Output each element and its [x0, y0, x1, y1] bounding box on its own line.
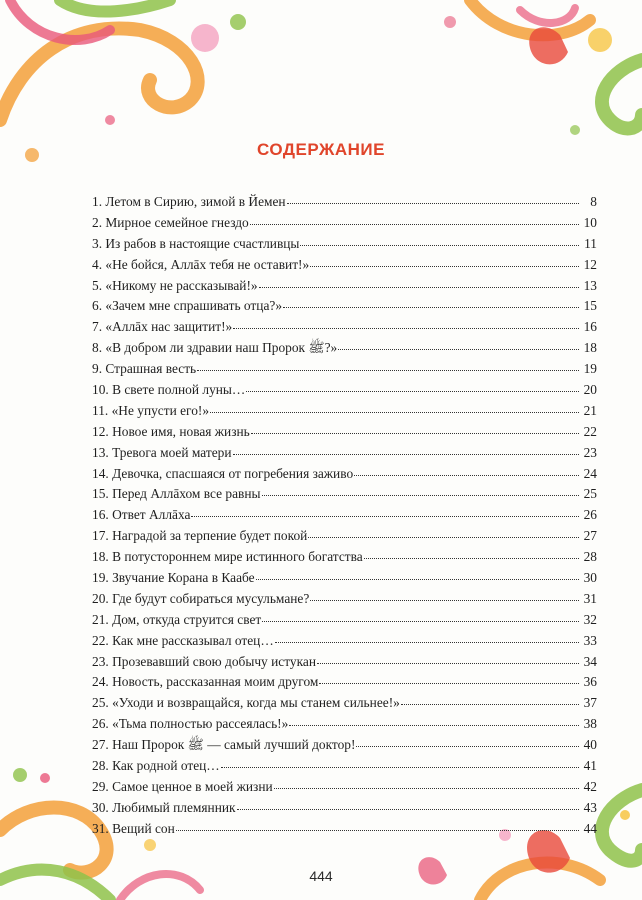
toc-entry[interactable] [92, 234, 597, 255]
toc-leader-dots [300, 245, 579, 246]
toc-leader-dots [354, 475, 579, 476]
toc-entry[interactable] [92, 714, 597, 735]
toc-leader-dots [250, 224, 579, 225]
toc-entry[interactable] [92, 631, 597, 652]
toc-entry-page: 44 [583, 820, 597, 836]
toc-leader-dots [364, 558, 579, 559]
toc-entry-page: 36 [583, 674, 597, 690]
toc-leader-dots [176, 830, 579, 831]
toc-entry[interactable] [92, 547, 597, 568]
toc-entry[interactable] [92, 484, 597, 505]
toc-entry-page: 34 [583, 653, 597, 669]
toc-entry-page: 43 [583, 799, 597, 815]
toc-entry-page: 32 [583, 611, 597, 627]
toc-entry-page: 28 [583, 549, 597, 565]
toc-entry-title: 3. Из рабов в настоящие счастливцы [92, 235, 300, 251]
toc-entry[interactable] [92, 693, 597, 714]
toc-entry-page: 41 [583, 758, 597, 774]
toc-entry[interactable] [92, 735, 597, 756]
toc-entry-page: 40 [583, 737, 597, 753]
toc-leader-dots [262, 621, 579, 622]
toc-leader-dots [283, 307, 579, 308]
table-of-contents [92, 192, 597, 840]
toc-entry[interactable] [92, 568, 597, 589]
toc-entry-title: 21. Дом, откуда струится свет [92, 611, 262, 627]
toc-entry-title: 19. Звучание Корана в Каабе [92, 570, 255, 586]
toc-entry-title: 27. Наш Пророк ﷺ — самый лучший доктор! [92, 737, 356, 753]
toc-entry-page: 13 [583, 277, 597, 293]
toc-entry-title: 14. Девочка, спасшаяся от погребения заживо [92, 465, 354, 481]
toc-leader-dots [310, 266, 579, 267]
toc-entry-title: 2. Мирное семейное гнездо [92, 214, 249, 230]
toc-entry[interactable] [92, 401, 597, 422]
toc-entry-title: 8. «В добром ли здравии наш Пророк ﷺ?» [92, 340, 338, 356]
toc-entry[interactable] [92, 276, 597, 297]
page-number: 444 [309, 868, 333, 884]
toc-leader-dots [319, 683, 579, 684]
toc-entry-title: 5. «Никому не рассказывай!» [92, 277, 258, 293]
toc-leader-dots [197, 370, 579, 371]
toc-entry[interactable] [92, 526, 597, 547]
toc-entry[interactable] [92, 610, 597, 631]
toc-entry-title: 20. Где будут собираться мусульмане? [92, 590, 310, 606]
toc-entry-title: 13. Тревога моей матери [92, 444, 232, 460]
toc-entry-page: 23 [583, 444, 597, 460]
toc-entry-title: 10. В свете полной луны… [92, 382, 246, 398]
toc-leader-dots [401, 704, 579, 705]
toc-entry[interactable] [92, 672, 597, 693]
toc-entry-page: 24 [583, 465, 597, 481]
toc-leader-dots [310, 600, 579, 601]
toc-leader-dots [233, 454, 579, 455]
toc-entry-page: 42 [583, 778, 597, 794]
toc-entry-page: 8 [590, 194, 597, 209]
toc-entry[interactable] [92, 756, 597, 777]
toc-entry-page: 21 [583, 402, 597, 418]
toc-entry[interactable] [92, 819, 597, 840]
toc-leader-dots [289, 725, 579, 726]
toc-entry[interactable] [92, 192, 597, 213]
toc-entry[interactable] [92, 213, 597, 234]
toc-entry-title: 22. Как мне рассказывал отец… [92, 632, 274, 648]
toc-leader-dots [275, 642, 579, 643]
toc-entry-page: 11 [584, 235, 597, 251]
toc-entry-title: 6. «Зачем мне спрашивать отца?» [92, 298, 283, 314]
toc-entry-title: 18. В потустороннем мире истинного богатства [92, 549, 363, 565]
toc-entry[interactable] [92, 443, 597, 464]
toc-entry-title: 11. «Не упусти его!» [92, 402, 210, 418]
toc-entry-page: 22 [583, 423, 597, 439]
toc-entry-page: 27 [583, 528, 597, 544]
toc-entry-title: 31. Вещий сон [92, 820, 175, 836]
toc-entry-page: 10 [583, 214, 597, 230]
toc-entry-title: 1. Летом в Сирию, зимой в Йемен [92, 194, 286, 209]
toc-entry[interactable] [92, 359, 597, 380]
toc-leader-dots [221, 767, 579, 768]
toc-entry-title: 15. Перед Аллāхом все равны [92, 486, 261, 502]
toc-entry-page: 31 [583, 590, 597, 606]
toc-entry-title: 28. Как родной отец… [92, 758, 220, 774]
toc-leader-dots [262, 495, 579, 496]
toc-leader-dots [210, 412, 579, 413]
toc-entry-page: 30 [583, 570, 597, 586]
toc-leader-dots [256, 579, 579, 580]
toc-entry[interactable] [92, 589, 597, 610]
toc-leader-dots [251, 433, 579, 434]
toc-leader-dots [317, 663, 579, 664]
toc-entry-title: 7. «Аллāх нас защитит!» [92, 319, 233, 335]
toc-entry-title: 23. Прозевавший свою добычу истукан [92, 653, 316, 669]
toc-entry[interactable] [92, 505, 597, 526]
toc-entry-page: 26 [583, 507, 597, 523]
toc-entry-page: 25 [583, 486, 597, 502]
toc-entry[interactable] [92, 798, 597, 819]
toc-entry[interactable] [92, 777, 597, 798]
toc-entry-title: 30. Любимый племянник [92, 799, 236, 815]
top-right-swirl-ornament [444, 0, 642, 135]
toc-entry-page: 15 [583, 298, 597, 314]
toc-entry-page: 20 [583, 382, 597, 398]
toc-entry-title: 12. Новое имя, новая жизнь [92, 423, 250, 439]
toc-entry-title: 24. Новость, рассказанная моим другом [92, 674, 319, 690]
toc-entry-title: 16. Ответ Аллāха [92, 507, 191, 523]
toc-leader-dots [191, 516, 579, 517]
toc-entry-title: 9. Страшная весть [92, 361, 197, 377]
toc-entry-page: 37 [583, 695, 597, 711]
toc-entry-page: 16 [583, 319, 597, 335]
toc-leader-dots [274, 788, 579, 789]
page-title: СОДЕРЖАНИЕ [257, 140, 385, 159]
toc-entry[interactable] [92, 317, 597, 338]
toc-leader-dots [308, 537, 579, 538]
toc-entry-title: 26. «Тьма полностью рассеялась!» [92, 716, 289, 732]
toc-entry[interactable] [92, 464, 597, 485]
toc-entry[interactable] [92, 255, 597, 276]
toc-entry-title: 25. «Уходи и возвращайся, когда мы станем сильнее!» [92, 695, 400, 711]
toc-entry-title: 4. «Не бойся, Аллāх тебя не оставит!» [92, 256, 310, 272]
toc-entry-page: 18 [583, 340, 597, 356]
toc-entry-page: 33 [583, 632, 597, 648]
toc-leader-dots [356, 746, 579, 747]
toc-leader-dots [246, 391, 579, 392]
toc-entry-title: 17. Наградой за терпение будет покой [92, 528, 308, 544]
top-left-swirl-ornament [0, 0, 246, 162]
toc-entry[interactable] [92, 652, 597, 673]
toc-leader-dots [237, 809, 579, 810]
toc-entry-title: 29. Самое ценное в моей жизни [92, 778, 273, 794]
toc-entry[interactable] [92, 422, 597, 443]
toc-leader-dots [287, 203, 579, 204]
toc-entry[interactable] [92, 338, 597, 359]
toc-entry[interactable] [92, 380, 597, 401]
toc-leader-dots [338, 349, 579, 350]
toc-leader-dots [259, 287, 579, 288]
toc-entry-page: 19 [583, 361, 597, 377]
toc-entry[interactable] [92, 296, 597, 317]
toc-leader-dots [233, 328, 579, 329]
toc-entry-page: 38 [583, 716, 597, 732]
toc-entry-page: 12 [583, 256, 597, 272]
